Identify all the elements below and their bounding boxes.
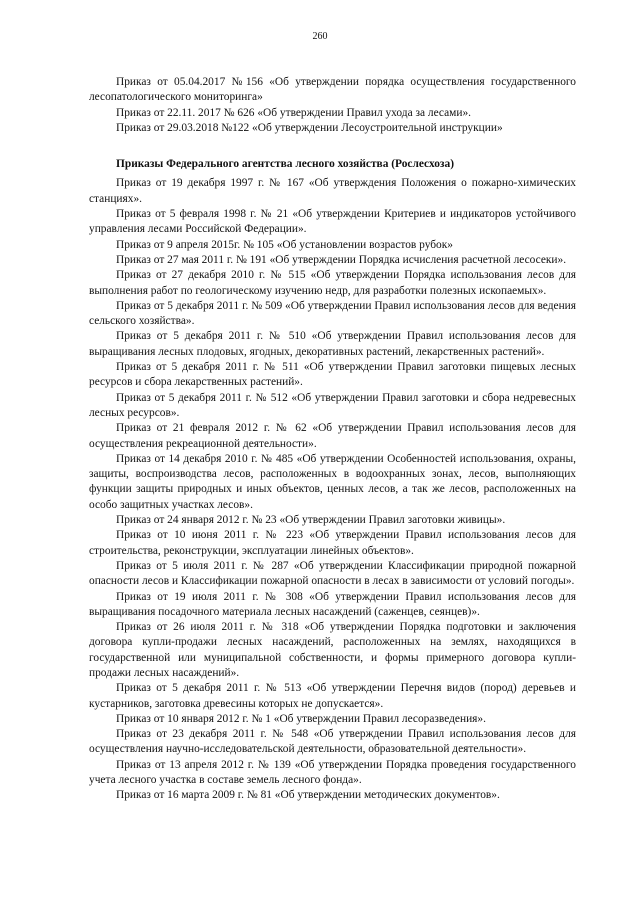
- list-item: Приказ от 5 декабря 2011 г. № 510 «Об утверждении Правил использования лесов для выращивания лесных плодовых, ягодных, декоративных растений, лекарственных растений».: [89, 330, 576, 358]
- list-item: Приказ от 23 декабря 2011 г. № 548 «Об утверждении Правил использования лесов для осуществления научно-исследовательской деятельности, образовательной деятельности».: [89, 728, 576, 756]
- list-item: Приказ от 16 марта 2009 г. № 81 «Об утверждении методических документов».: [116, 789, 500, 802]
- list-item: Приказ от 27 декабря 2010 г. № 515 «Об утверждении Порядка использования лесов для выполнения работ по геологическому изучению недр, для разработки полезных ископаемых».: [89, 269, 576, 297]
- list-item: Приказ от 21 февраля 2012 г. № 62 «Об утверждении Правил использования лесов для осуществления рекреационной деятельности».: [89, 422, 576, 450]
- page-number: 260: [312, 31, 328, 42]
- list-item: Приказ от 05.04.2017 №156 «Об утверждении порядка осуществления государственного лесопатологического мониторинга»: [89, 76, 576, 104]
- list-item: Приказ от 14 декабря 2010 г. № 485 «Об утверждении Особенностей использования, охраны, защиты, воспроизводства лесов, расположенных в водоохранных зонах, лесов, выполняющих функции защиты природных и иных объектов, ценных лесов, а так же лесов, расположенных на особо защитных участках лесов».: [89, 452, 576, 511]
- list-item: Приказ от 5 февраля 1998 г. № 21 «Об утверждении Критериев и индикаторов устойчивого управления лесами Российской Федерации».: [89, 208, 576, 236]
- list-item: Приказ от 24 января 2012 г. № 23 «Об утверждении Правил заготовки живицы».: [116, 514, 506, 527]
- list-item: Приказ от 26 июля 2011 г. № 318 «Об утверждении Порядка подготовки и заключения договора купли-продажи лесных насаждений, расположенных на землях, находящихся в государственной или муниципальной собственности, и формы примерного договора купли-продажи лесных насаждений».: [89, 621, 576, 679]
- list-item: Приказ от 27 мая 2011 г. № 191 «Об утверждении Порядка исчисления расчетной лесосеки».: [116, 253, 567, 266]
- list-item: Приказ от 9 апреля 2015г. № 105 «Об установлении возрастов рубок»: [116, 238, 453, 251]
- document-body: [89, 75, 576, 804]
- section-heading: Приказы Федерального агентства лесного хозяйства (Рослесхоза): [116, 158, 454, 171]
- list-item: Приказ от 5 декабря 2011 г. № 512 «Об утверждении Правил заготовки и сбора недревесных лесных ресурсов».: [89, 391, 576, 419]
- list-item: Приказ от 10 января 2012 г. № 1 «Об утверждении Правил лесоразведения».: [116, 712, 486, 725]
- list-item: Приказ от 22.11. 2017 № 626 «Об утверждении Правил ухода за лесами».: [116, 106, 472, 119]
- list-item: Приказ от 5 декабря 2011 г. № 513 «Об утверждении Перечня видов (пород) деревьев и кустарников, заготовка древесины которых не допускается».: [89, 682, 576, 710]
- list-item: Приказ от 5 декабря 2011 г. № 511 «Об утверждении Правил заготовки пищевых лесных ресурсов и сбора лекарственных растений».: [89, 361, 576, 389]
- list-item: Приказ от 5 июля 2011 г. № 287 «Об утверждении Классификации природной пожарной опасности лесов и Классификации пожарной опасности в лесах в зависимости от условий погоды».: [89, 559, 576, 588]
- list-item: Приказ от 13 апреля 2012 г. № 139 «Об утверждении Порядка проведения государственного учета лесного участка в составе земель лесного фонда».: [89, 758, 576, 787]
- list-item: Приказ от 5 декабря 2011 г. № 509 «Об утверждении Правил использования лесов для ведения сельского хозяйства».: [89, 299, 576, 328]
- list-item: Приказ от 19 июля 2011 г. № 308 «Об утверждении Правил использования лесов для выращивания посадочного материала лесных насаждений (саженцев, сеянцев)».: [89, 590, 576, 618]
- list-item: Приказ от 29.03.2018 №122 «Об утверждении Лесоустроительной инструкции»: [116, 121, 503, 134]
- list-item: Приказ от 10 июня 2011 г. № 223 «Об утверждении Правил использования лесов для строительства, реконструкции, эксплуатации линейных объектов».: [89, 529, 576, 557]
- list-item: Приказ от 19 декабря 1997 г. № 167 «Об утверждения Положения о пожарно-химических станциях».: [89, 177, 576, 205]
